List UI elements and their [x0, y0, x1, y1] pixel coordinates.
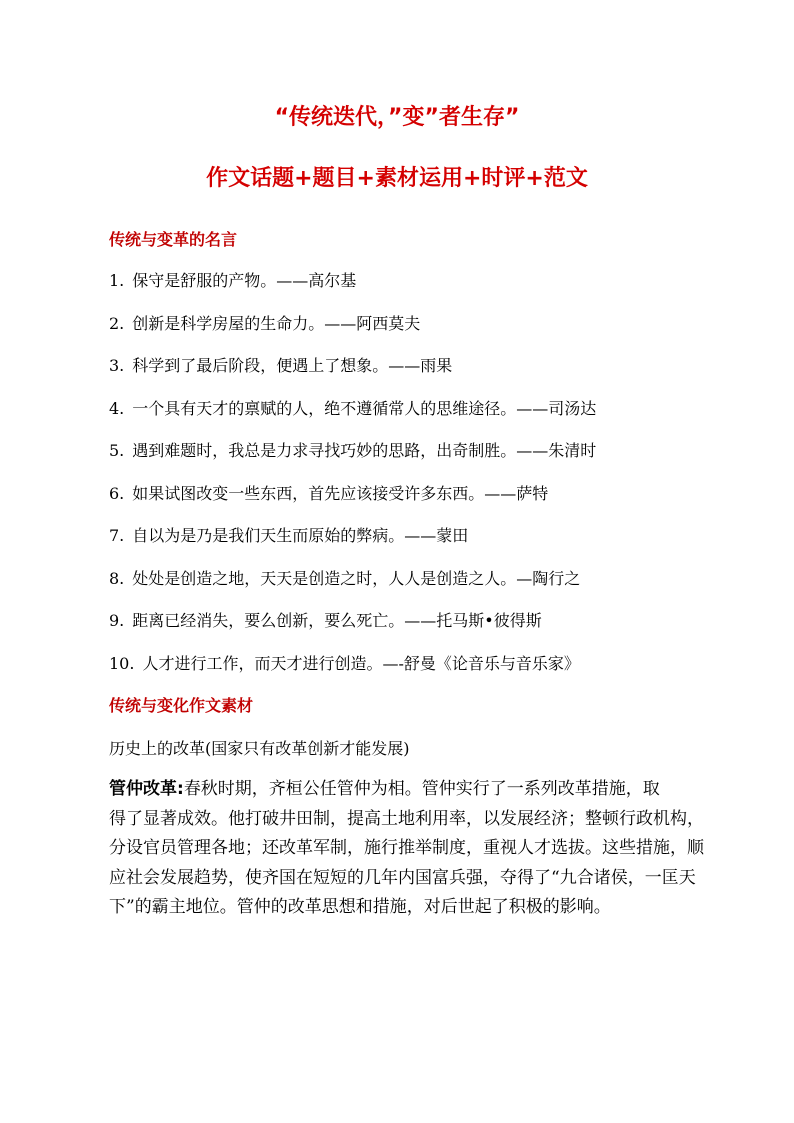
quote-number: 3. [109, 356, 125, 375]
quote-text: 一个具有天才的禀赋的人，绝不遵循常人的思维途径。——司汤达 [132, 399, 597, 418]
section-heading-materials: 传统与变化作文素材 [109, 696, 254, 715]
quote-item [109, 483, 548, 505]
paragraph-line: 下”的霸主地位。管仲的改革思想和措施，对后世起了积极的影响。 [109, 897, 611, 917]
quote-text: 自以为是乃是我们天生而原始的弊病。——蒙田 [132, 526, 469, 545]
quote-text: 保守是舒服的产物。——高尔基 [132, 271, 357, 290]
quote-number: 5. [109, 441, 125, 460]
quote-item [109, 610, 542, 632]
quote-item [109, 525, 468, 547]
paragraph-line: 分设官员管理各地；还改革军制，施行推举制度，重视人才选拔。这些措施，顺 [109, 838, 704, 858]
quote-number: 4. [109, 399, 125, 418]
materials-paragraph [109, 775, 729, 923]
quote-item [109, 440, 596, 462]
quote-number: 9. [109, 611, 125, 630]
quote-number: 1. [109, 271, 125, 290]
quote-text: 科学到了最后阶段，便遇上了想象。——雨果 [132, 356, 453, 375]
section-heading-quotes: 传统与变革的名言 [109, 230, 238, 249]
quote-text: 如果试图改变一些东西，首先应该接受许多东西。——萨特 [132, 484, 549, 503]
quote-item [109, 653, 580, 675]
quote-item [109, 568, 580, 590]
quote-number: 2. [109, 314, 125, 333]
paragraph-text: 春秋时期，齐桓公任管仲为相。管仲实行了一系列改革措施，取 [183, 779, 660, 799]
document-title: “传统迭代，”变”者生存” [274, 105, 520, 130]
quote-item [109, 398, 596, 420]
quote-number: 7. [109, 526, 125, 545]
quote-text: 人才进行工作，而天才进行创造。—-舒曼《论音乐与音乐家》 [142, 654, 580, 673]
quote-text: 创新是科学房屋的生命力。——阿西莫夫 [132, 314, 421, 333]
quote-number: 10. [109, 654, 135, 673]
document-subtitle: 作文话题+题目+素材运用+时评+范文 [206, 166, 588, 191]
paragraph-line: 应社会发展趋势，使齐国在短短的几年内国富兵强，夺得了“九合诸侯，一匡天 [109, 867, 696, 888]
quote-text: 遇到难题时，我总是力求寻找巧妙的思路，出奇制胜。——朱清时 [132, 441, 597, 460]
quote-number: 8. [109, 569, 125, 588]
materials-subheading: 历史上的改革(国家只有改革创新才能发展) [109, 739, 410, 758]
quote-item [109, 313, 420, 335]
quote-text: 距离已经消失，要么创新，要么死亡。——托马斯•彼得斯 [132, 611, 542, 630]
paragraph-lead: 管仲改革: [109, 779, 184, 799]
paragraph-line [109, 775, 729, 805]
quote-number: 6. [109, 484, 125, 503]
paragraph-line: 得了显著成效。他打破井田制，提高土地利用率，以发展经济；整顿行政机构， [109, 808, 704, 829]
quote-text: 处处是创造之地，天天是创造之时，人人是创造之人。—陶行之 [132, 569, 581, 588]
quote-item [109, 270, 356, 292]
quote-item [109, 355, 452, 377]
